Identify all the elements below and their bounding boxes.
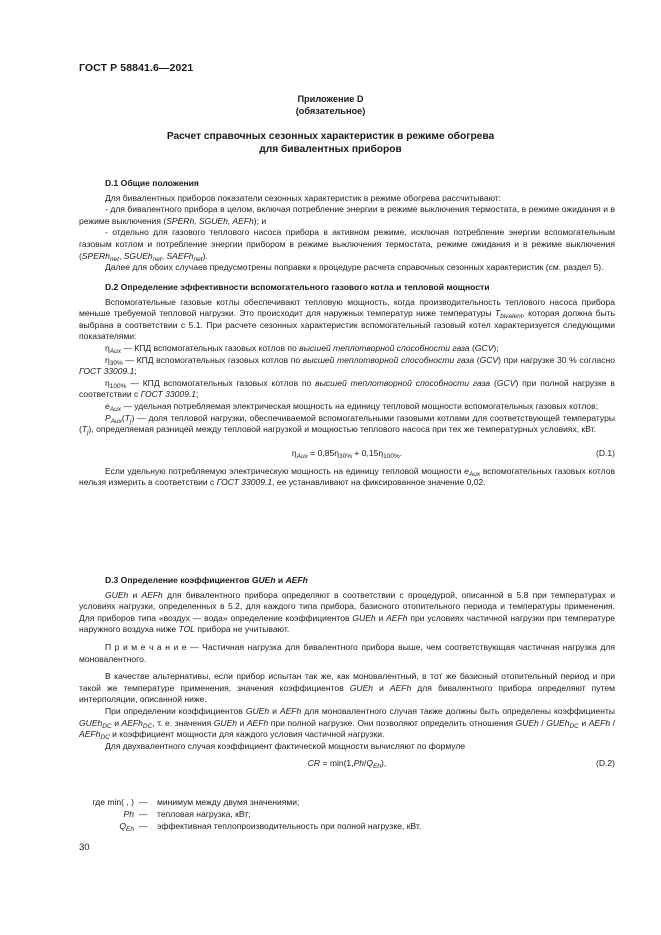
definition: эффективная теплопроизводительность при полной нагрузке, кВт. [157, 821, 422, 832]
section-d2-heading: D.2 Определение эффективности вспомогательного газового котла и тепловой мощности [105, 282, 490, 292]
appendix-title-line1: Расчет справочных сезонных характеристик в режиме обогрева [166, 131, 495, 142]
paragraph: Далее для обоих случаев предусмотрены поправки к процедуре расчета справочных сезонных характеристик (см. раздел 5). [105, 262, 604, 273]
paragraph: Вспомогательные газовые котлы обеспечивают тепловую мощность, когда производительность теплового насоса прибора меньше требуемой тепловой нагрузки. Это происходит для наружных температур ниже температуры $T_{bivalent}$, которая должна быть выбрана в соответствии с 5.1. При расчете сезонных характеристик вспомогательный газовый котел характеризуется следующими показателями: [79, 296, 615, 342]
paragraph: При определении коэффициентов GUEh и AEFh для моновалентного случая также должны быть определены коэффициенты GUEh$_{DC}$ и AEFh$_{DC}$, т. е. значения GUEh и AEFh при полной нагрузке. Они позволяют определить отношения GUEh / GUEh$_{DC}$ и AEFh / AEFh$_{DC}$ и коэффициент мощности для каждого условия частичной нагрузки. [79, 705, 615, 742]
equation-d2 [79, 758, 615, 770]
appendix-label: Приложение D [297, 94, 364, 104]
symbol-row [79, 821, 615, 833]
equation-d2-number: (D.2) [596, 758, 615, 769]
appendix-heading [0, 94, 661, 117]
dash: — [139, 821, 148, 832]
definition: минимум между двумя значениями; [157, 797, 300, 807]
symbol: Ph [123, 809, 134, 820]
definition-e-aux: $e_{Aux}$ — удельная потребляемая электрическая мощность на единицу тепловой мощности вспомогательных газовых котлов; [105, 400, 599, 413]
appendix-title [0, 130, 661, 156]
page-number: 30 [79, 842, 90, 853]
paragraph: В качестве альтернативы, если прибор испытан так же, как моновалентный, в тот же базисный отопительный период и при такой же температуре применения, значения коэффициентов GUEh и AEFh для бивалентного прибора определяют путем интерполяции, описанной ниже. [79, 671, 616, 705]
paragraph: GUEh и AEFh для бивалентного прибора определяют в соответствии с процедурой, описанной в 5.8 при температурах и условиях нагрузки, определенных в 5.2, для каждого типа прибора, базисного отопительного периода и температуры применения. Для приборов типа «воздух — вода» определение коэффициентов GUEh и AEFh при условиях частичной нагрузки при температуре наружного воздуха ниже TOL прибора не учитывают. [79, 589, 615, 635]
definition-p-aux: $P_{Aux}(T_j)$ — доля тепловой нагрузки, обеспечиваемой вспомогательными газовыми котлами для соответствующей температуры $(T_j)$, определяемая разницей между тепловой нагрузкой и мощностью теплового насоса при тех же температурных условиях, кВт. [79, 412, 615, 437]
section-d3 [79, 575, 615, 770]
definition-eta-30: $\eta_{30\%}$ — КПД вспомогательных газовых котлов по высшей теплотворной способности газа (GCV) при нагрузке 30 % согласно ГОСТ 33009.1; [79, 354, 615, 377]
symbol-row [79, 797, 615, 809]
section-d2 [79, 282, 615, 489]
paragraph: - для бивалентного прибора в целом, включая потребление энергии в режиме выключения термостата, в режиме ожидания и в режиме выключения (SPERh, SGUEh, AEFh); и [79, 204, 615, 226]
note: П р и м е ч а н и е — Частичная нагрузка для бивалентного прибора выше, чем соответствующая частичная нагрузка для моновалентного. [79, 641, 615, 664]
definition-eta-100: $\eta_{100\%}$ — КПД вспомогательных газовых котлов по высшей теплотворной способности газа (GCV) при полной нагрузке в соответствии с ГОСТ 33009.1; [79, 377, 615, 400]
symbol: $Q_{Eh}$ [119, 821, 134, 834]
dash: — [139, 797, 148, 807]
definition: тепловая нагрузка, кВт; [157, 809, 251, 820]
paragraph: Если удельную потребляемую электрическую мощность на единицу тепловой мощности $e_{Aux}$ вспомогательных газовых котлов нельзя измерить в соответствии с ГОСТ 33009.1, ее устанавливают на фиксированное значение 0,02. [79, 465, 616, 488]
paragraph: Для бивалентных приборов показатели сезонных характеристик в режиме обогрева рассчитывают: [105, 192, 502, 203]
section-d3-heading: D.3 Определение коэффициентов GUEh и AEFh [105, 575, 308, 585]
dash: — [139, 809, 148, 820]
standard-header: ГОСТ Р 58841.6—2021 [79, 62, 194, 74]
section-d1 [79, 178, 615, 274]
paragraph: Для двухвалентного случая коэффициент фактической мощности вычисляют по формуле [105, 740, 466, 751]
equation-d1 [79, 448, 615, 460]
section-d1-heading: D.1 Общие положения [105, 178, 199, 188]
appendix-title-line2: для бивалентных приборов [259, 144, 402, 155]
symbol-definitions [79, 797, 615, 834]
appendix-status: (обязательное) [295, 105, 366, 116]
equation-d2-formula: CR = $\min(1,Ph/Q_{Eh})$, [307, 758, 387, 771]
symbol-row [79, 809, 615, 821]
paragraph: - отдельно для газового теплового насоса прибора в активном режиме, исключая потребление энергии вспомогательным газовым котлом и потребление энергии прибором в режиме выключения термостата, режиме ожидания и в режиме выключения (SPERh$_{net}$, SGUEh$_{net}$, SAEFh$_{net}$). [79, 227, 615, 263]
definition-eta-aux: $\eta_{Aux}$ — КПД вспомогательных газовых котлов по высшей теплотворной способности газа (GCV); [105, 342, 499, 355]
symbol: где min( , ) [92, 797, 134, 807]
equation-d1-number: (D.1) [596, 447, 615, 458]
equation-d1-formula: $\eta_{Aux} = 0,85\eta_{30\%} + 0,15\eta_{100\%}$. [291, 447, 403, 460]
